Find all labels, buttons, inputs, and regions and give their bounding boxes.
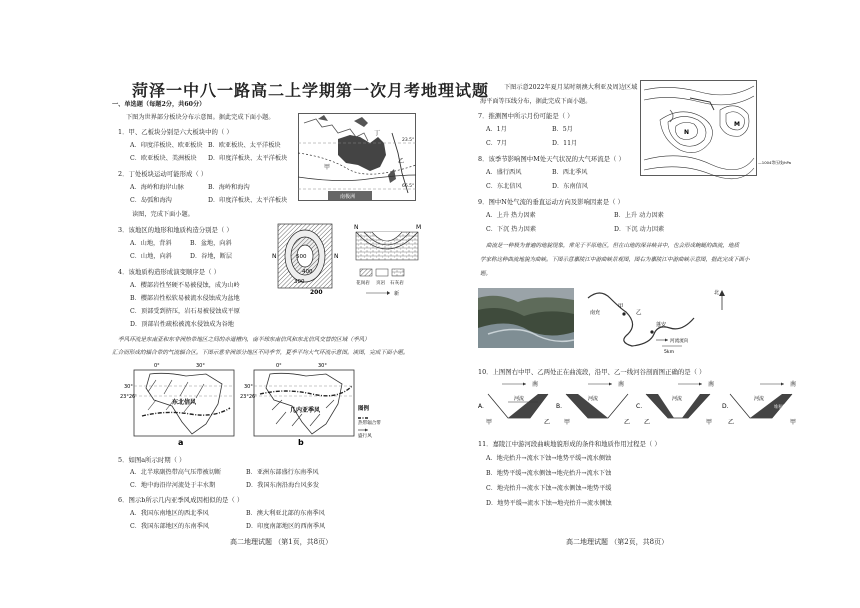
option-7d: D．11月 [552,140,578,147]
map-b-wind-label: 几内亚季风 [290,407,321,414]
svg-text:乙: 乙 [728,419,735,426]
option-3d: D．谷地，断层 [190,253,233,260]
profile-option-c [636,380,714,426]
isobar-map [640,80,790,176]
svg-text:甲: 甲 [790,419,797,426]
map-a-lon-30: 30° [196,363,205,369]
question-5: 5．如图a所示时期（ ） [118,456,186,464]
river-label-jia: 甲 [618,304,624,310]
contour-map [274,222,424,300]
question-9: 9．图中N处气流的垂直运动方向及影响因素是（ ） [478,198,624,206]
exam-title: 菏泽一中八一路高二上学期第一次月考地理试题 [132,81,490,100]
option-7a: A．1月 [486,126,507,133]
legend-limestone: 石灰岩 [390,281,404,286]
option-11a: A．地壳抬升→流水下蚀→地势平缓→流水侧蚀 [486,455,612,462]
option-9d: D．下沉 动力因素 [614,226,665,233]
lat-label-1: 23.5° [402,138,415,143]
option-4b: B．樱部岩性松软易被流水侵蚀成为盆地 [130,295,240,302]
map-a-lat-30: 30° [124,384,133,390]
option-1b: B．欧亚板块、太平洋板块 [208,142,281,149]
option-9a: A．上升 热力因素 [486,212,536,219]
legend-prevailing-wind: 盛行风 [358,434,372,439]
map-b-lon-30: 30° [318,363,327,369]
svg-text:南: 南 [708,381,715,388]
question-7: 7．推测图中所示月份可能是（ ） [478,112,574,120]
isobar-label-m: M [734,121,740,128]
option-7c: C．7月 [486,140,508,147]
option-6d: D．印度南部地区的西南季风 [246,523,326,530]
north-label: 北 [714,290,720,296]
option-8c: C．东北信风 [486,183,522,190]
svg-text:南: 南 [790,381,797,388]
svg-text:河流: 河流 [514,396,525,402]
river-flow-legend: 河流流向 [670,339,689,344]
question-1: 1．甲、乙板块分别是六大板块中的（ ） [118,128,233,136]
contour-value-400: 400 [302,269,313,275]
intro-text: 下图为世界部分板块分布示意图。据此完成下面小题。 [126,114,275,121]
option-2b: B．海岭和海沟 [208,184,250,191]
page-footer-right: 高二地理试题 （第2页，共8页） [566,538,669,546]
passage-2-line-2: 学家称这种曲流地貌为曲峡。下图示意嘉陵江中游曲峡景观图，图右为嘉陵江中游曲峡示意图，据此完成下面小 [480,257,750,263]
river-scale: 5km [664,350,675,355]
option-2a: A．海岭和海岸山脉 [130,184,184,191]
option-9c: C．下沉 热力因素 [486,226,537,233]
question-11: 11．嘉陵江中游河段曲峡地貌形成的条件和地质作用过程是（ ） [478,440,661,448]
gorge-photo [478,288,574,348]
river-label-yi: 乙 [636,310,642,316]
option-1a: A．印度洋板块、欧亚板块 [130,142,203,149]
svg-text:乙: 乙 [544,419,551,426]
map-a-label: a [178,438,184,447]
profile-option-a [478,380,550,426]
map-a-wind-label: 东北信风 [172,399,197,406]
option-3b: B．盆地，向斜 [190,240,232,247]
passage-2-line-1: 曲流是一种极为普遍的地貌现象，常见于平原地区，但在山地的深谷峡谷中，也会形成蜿蜒的曲流，地质 [486,243,740,249]
svg-text:乙: 乙 [644,419,651,426]
option-3a: A．山地，背斜 [130,240,172,247]
question-6: 6．图示b所示几内亚季风成因相似的是（ ） [118,496,244,504]
option-7b: B．5月 [552,126,573,133]
legend-itcz: 热带辐合带 [358,421,381,426]
contour-label-n1: N [272,253,277,260]
option-8a: A．盛行西风 [486,169,522,176]
north-arrow-icon [712,286,732,312]
map-b-lat-30: 30° [244,384,253,390]
option-5d: D．我国东南沿海台风多发 [246,482,320,489]
plate-label-ding: 丁 [374,130,381,137]
plate-map [298,113,416,201]
svg-text:南: 南 [618,381,625,388]
map-a-lat-23: 23°26' [120,394,137,400]
option-11d: D．地势平缓→流水下蚀→地壳抬升→流水侧蚀 [486,500,612,507]
option-4c: C．顶部受到挤压，岩石易被侵蚀成平原 [130,308,240,315]
legend-shale: 页岩 [376,281,386,286]
legend-new: 新 [394,291,400,297]
plate-label-jia: 甲 [324,164,331,171]
passage-line-2: 汇合而形成的辐合带的气流辐合区。下图示意非洲部分地区不同季节，夏季平均大气环流示意图。读图，完成下面小题。 [112,350,409,356]
option-5a: A．北半球副热带高气压带被切断 [130,469,222,476]
option-8d: D．东南信风 [552,183,588,190]
svg-text:河流: 河流 [672,396,683,402]
option-4a: A．樱部岩性坚硬不易被侵蚀，成为山岭 [130,282,240,289]
question-8: 8．该季节影响图中M处天气状况的大气环流是（ ） [478,155,625,163]
river-label-nanchong: 南充 [590,310,601,316]
profile-option-b [556,380,630,426]
question-10: 10．上图图右中甲、乙两处正在曲流段，沿甲、乙一线河谷剖面图正确的是（ ） [478,368,706,376]
option-6a: A．我国东南地区的西北季风 [130,510,209,517]
map-b-label: b [298,438,304,447]
isobar-label-n: N [684,129,690,136]
svg-text:河流: 河流 [754,396,765,402]
intro-line-1: 下图示意2022年夏月某时刻澳大利亚及周边区域 [504,84,638,91]
option-11b: B．地势平缓→流水侧蚀→地壳抬升→流水下蚀 [486,470,612,477]
question-2: 2．丁处板块运动可能形成（ ） [118,170,208,178]
page-right [430,0,860,608]
svg-text:D.: D. [722,403,729,410]
contour-label-n2: N [334,253,339,260]
svg-text:C.: C. [636,403,643,410]
option-5c: C．地中海沿岸河流处于丰水期 [130,482,216,489]
svg-text:乙: 乙 [624,419,631,426]
map-a-lon-0: 0° [154,363,160,369]
antarctica-label: 南极洲 [340,194,356,200]
svg-text:南: 南 [532,381,539,388]
svg-text:河流: 河流 [588,396,599,402]
instruction-text: 读图，完成下面小题。 [132,211,194,218]
svg-text:甲: 甲 [564,419,571,426]
contour-value-500: 500 [296,254,307,260]
isobar-legend: —1004等压线/hPa [758,160,791,165]
page-footer-left: 高二地理试题 （第1页，共8页） [230,538,333,546]
option-5b: B．亚洲东部盛行东南季风 [246,469,319,476]
option-4d: D．顶部岩性疏松被流水侵蚀成为谷地 [130,321,234,328]
question-3: 3．该地区的地形和地质构造分别是（ ） [118,226,233,234]
river-schematic [580,284,700,354]
passage-2-line-3: 题。 [480,271,492,277]
svg-text:堆积物: 堆积物 [774,404,787,409]
option-6b: B．澳大利亚北部的东南季风 [246,510,325,517]
option-2d: D．印度洋板块、太平洋板块 [208,197,288,204]
option-3c: C．山地，向斜 [130,253,172,260]
question-4: 4．该地质构造形成演变顺序是（ ） [118,268,220,276]
map-b-lon-0: 0° [276,363,282,369]
river-label-pengan: 蓬安 [656,322,667,328]
svg-text:甲: 甲 [486,419,493,426]
option-6c: C．我国东部地区的东南季风 [130,523,209,530]
option-8b: B．西北季风 [552,169,588,176]
option-11c: C．地壳抬升→流水下蚀→流水侧蚀→地势平缓 [486,485,612,492]
plate-label-yi: 乙 [398,158,405,165]
section-label-m: M [416,224,422,231]
valley-profile-options [478,378,838,426]
svg-text:A.: A. [478,403,484,410]
profile-option-d [722,380,796,426]
intro-line-2: 海平面等压线分布，据此完成下面小题。 [480,98,592,105]
passage-line-1: 季风环流是东南亚和东非洲热带地区之间的赤道槽内，南半球东南信风和东北信风交替的区域（季风） [118,337,370,343]
contour-value-200: 200 [310,289,323,296]
map-b-lat-23: 23°26' [240,394,257,400]
contour-value-300: 300 [294,279,305,285]
africa-monsoon-maps [120,363,386,447]
svg-text:B.: B. [556,403,563,410]
option-9b: B．上升 动力因素 [614,212,664,219]
section-label-n: N [354,224,359,231]
section-heading: 一、单选题（每题2分，共60分） [112,101,206,108]
option-1c: C．欧亚板块、美洲板块 [130,155,197,162]
lat-label-2: 66.5° [402,184,415,189]
option-1d: D．印度洋板块、太平洋板块 [208,155,288,162]
svg-text:甲: 甲 [706,419,713,426]
legend-granite: 花岗岩 [356,281,370,286]
option-2c: C．岛弧和海沟 [130,197,172,204]
legend-title: 图例 [358,406,370,412]
